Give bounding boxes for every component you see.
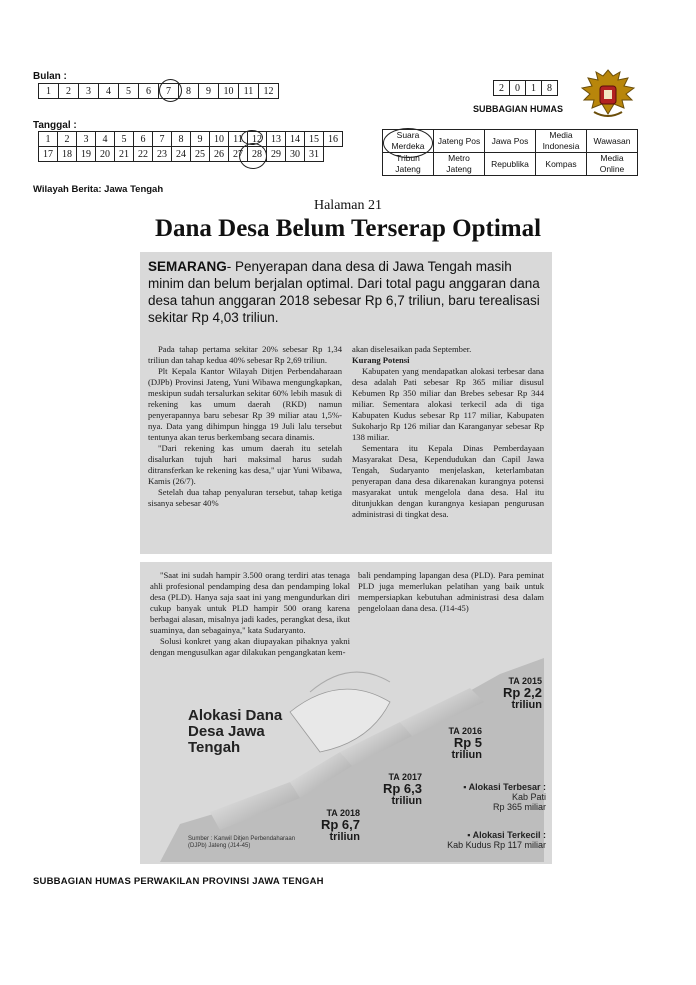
tanggal-cell-7: 8 bbox=[172, 132, 191, 147]
terbesar-value1: Kab Pati bbox=[511, 792, 546, 802]
bulan-cell-7: 8 bbox=[179, 84, 199, 99]
footer: SUBBAGIAN HUMAS PERWAKILAN PROVINSI JAWA TENGAH bbox=[33, 876, 324, 887]
tanggal-cell-5: 6 bbox=[134, 132, 153, 147]
col1-p2: Plt Kepala Kantor Wilayah Ditjen Perbendaharaan (DJPb) Provinsi Jateng, Yuni Wibawa mengungkapkan, meskipun sudah tersalurkan sekitar 60% lebih masuk di rekening kas umum daerah (RKD) namun penyerapannya baru sebesar Rp 39 miliar atau 1,5%-nya. Data yang dihimpun hingga 19 Juli lalu tersebut tentunya akan terus berkembang secara dinamis. bbox=[148, 366, 342, 442]
bulan-cell-8: 9 bbox=[199, 84, 219, 99]
ta-2016-unit: triliun bbox=[451, 749, 482, 761]
lede-paragraph bbox=[148, 258, 544, 326]
ta-2015 bbox=[492, 676, 542, 711]
headline: Dana Desa Belum Terserap Optimal bbox=[154, 215, 542, 242]
ta-2017-value: Rp 6,3 bbox=[382, 781, 422, 796]
tanggal-cell-2: 3 bbox=[77, 132, 96, 147]
media-cell-r2-1: Metro Jateng bbox=[434, 153, 485, 176]
article-column-1 bbox=[148, 344, 342, 509]
bulan-cell-11: 12 bbox=[259, 84, 279, 99]
year-cell-2: 1 bbox=[526, 81, 542, 96]
bulan-cell-0: 1 bbox=[39, 84, 59, 99]
col1-p1: Pada tahap pertama sekitar 20% sebesar Rp 1,34 triliun dan tahap kedua 40% sebesar Rp 2,69 triliun. bbox=[148, 344, 342, 365]
graphic-title bbox=[188, 708, 282, 756]
col2-heading: Kurang Potensi bbox=[352, 355, 410, 365]
col2-p1: Kabupaten yang mendapatkan alokasi terbesar dana desa adalah Pati sebesar Rp 365 miliar disusul Kebumen Rp 350 miliar dan Brebes sebesar Rp 344 miliar. Sementara alokasi terkecil ada di tiga Kabupaten Kudus sebesar Rp 117 miliar, Kabupaten Sukoharjo Rp 126 miliar dan Karanganyar sebesar Rp 138 miliar. bbox=[352, 366, 544, 442]
ta-2017-unit: triliun bbox=[391, 795, 422, 807]
graphic-title-line3: Tengah bbox=[188, 739, 241, 756]
col2-first: akan diselesaikan pada September. bbox=[352, 344, 472, 354]
tanggal-cell-1: 2 bbox=[58, 132, 77, 147]
tanggal-cell-10: 11 bbox=[229, 132, 248, 147]
graphic-source: Sumber : Kanwil Ditjen Perbendaharaan (DJPb) Jateng (J14-45) bbox=[188, 836, 296, 849]
media-cell-0: Suara Merdeka bbox=[383, 130, 434, 153]
ta-2016-value: Rp 5 bbox=[453, 735, 482, 750]
ta-2018-unit: triliun bbox=[329, 831, 360, 843]
page-number: Halaman 21 bbox=[313, 198, 383, 213]
media-cell-4: Wawasan bbox=[587, 130, 638, 153]
tanggal-cell-r2-10: 27 bbox=[229, 147, 248, 162]
media-cell-r2-0: Tribun Jateng bbox=[383, 153, 434, 176]
tanggal-cell-r2-11: 28 bbox=[248, 147, 267, 162]
tanggal-grid bbox=[38, 131, 343, 162]
col1-p3: "Dari rekening kas umum daerah itu setelah disalurkan tujuh hari maksimal harus sudah ditransferkan ke rekening kas desa," ujar Yuni Wibawa, Kamis (26/7). bbox=[148, 443, 342, 486]
col3-p1: "Saat ini sudah hampir 3.500 orang terdiri atas tenaga ahli profesional pendamping desa dan pendamping lokal desa (PLD). Hanya saja saat ini yang mengundurkan diri cukup banyak untuk PLD hampir 500 orang karena berbagai alasan, misalnya jadi kades, perangkat desa, ikut suaminya, dan sebagainya," kata Sudaryanto. bbox=[150, 570, 350, 635]
tanggal-cell-6: 7 bbox=[153, 132, 172, 147]
article-column-2 bbox=[352, 344, 544, 520]
tanggal-cell-r2-3: 20 bbox=[96, 147, 115, 162]
year-cell-1: 0 bbox=[510, 81, 526, 96]
tanggal-cell-r2-8: 25 bbox=[191, 147, 210, 162]
media-circle-mark bbox=[383, 128, 433, 158]
ta-2015-year: TA 2015 bbox=[508, 676, 542, 686]
ta-2018 bbox=[310, 808, 360, 843]
clipping-top bbox=[140, 252, 552, 554]
terkecil-label: ▪ Alokasi Terkecil : bbox=[467, 830, 546, 840]
bulan-cell-10: 11 bbox=[239, 84, 259, 99]
ta-2018-value: Rp 6,7 bbox=[320, 817, 360, 832]
media-cell-3: Media Indonesia bbox=[536, 130, 587, 153]
media-cell-r2-4: Media Online bbox=[587, 153, 638, 176]
tanggal-cell-r2-5: 22 bbox=[134, 147, 153, 162]
tanggal-cell-r2-6: 23 bbox=[153, 147, 172, 162]
bulan-cell-6: 7 bbox=[159, 84, 179, 99]
tanggal-cell-4: 5 bbox=[115, 132, 134, 147]
bulan-cell-2: 3 bbox=[79, 84, 99, 99]
article-column-4 bbox=[358, 570, 544, 614]
tanggal-cell-r2-1: 18 bbox=[58, 147, 77, 162]
col1-p4: Setelah dua tahap penyaluran tersebut, tahap ketiga sisanya sebesar 40% bbox=[148, 487, 342, 508]
ta-2018-year: TA 2018 bbox=[326, 808, 360, 818]
ta-2017-year: TA 2017 bbox=[388, 772, 422, 782]
tanggal-cell-r2-7: 24 bbox=[172, 147, 191, 162]
tanggal-cell-15: 16 bbox=[324, 132, 343, 147]
month-circle-mark bbox=[159, 79, 182, 102]
wilayah-label: Wilayah Berita: Jawa Tengah bbox=[33, 184, 164, 195]
bulan-cell-4: 5 bbox=[119, 84, 139, 99]
media-cell-r2-2: Republika bbox=[485, 153, 536, 176]
col2-p2: Sementara itu Kepala Dinas Pemberdayaan Masyarakat Desa, Kependudukan dan Capil Jawa Tengah, Sudaryanto menjelaskan, keterlambatan penyerapan dana desa dikarenakan kurangnya potensi masyarakat untuk mengelola dana desa. Hal itu ditunjukkan dengan kurangnya kesiapan pengurusan administrasi di tingkat desa. bbox=[352, 443, 544, 519]
media-cell-r2-3: Kompas bbox=[536, 153, 587, 176]
col3-p2: Solusi konkret yang akan diupayakan pihaknya yakni dengan mengusulkan agar dilakukan pengangkatan kem- bbox=[150, 636, 350, 657]
garuda-emblem-icon bbox=[580, 66, 636, 122]
tanggal-cell-r2-2: 19 bbox=[77, 147, 96, 162]
year-cell-0: 2 bbox=[494, 81, 510, 96]
alokasi-terkecil bbox=[402, 830, 546, 850]
tanggal-cell-r2-14: 31 bbox=[305, 147, 324, 162]
subbagian-label: SUBBAGIAN HUMAS bbox=[473, 104, 563, 114]
graphic-title-line1: Alokasi Dana bbox=[188, 707, 283, 724]
graphic-title-line2: Desa Jawa bbox=[188, 723, 265, 740]
year-cell-3: 8 bbox=[542, 81, 558, 96]
article-column-3 bbox=[150, 570, 350, 658]
clipping-bottom bbox=[140, 562, 552, 864]
tanggal-cell-12: 13 bbox=[267, 132, 286, 147]
tanggal-label: Tanggal : bbox=[33, 120, 77, 131]
bulan-cell-9: 10 bbox=[219, 84, 239, 99]
year-grid bbox=[493, 80, 558, 96]
ta-2015-unit: triliun bbox=[511, 699, 542, 711]
bulan-cell-5: 6 bbox=[139, 84, 159, 99]
tanggal-cell-9: 10 bbox=[210, 132, 229, 147]
lede-text: - Penyerapan dana desa di Jawa Tengah masih minim dan belum berjalan optimal. Dari total pagu anggaran dana desa tahun anggaran 2018 sebesar Rp 6,7 triliun, baru terealisasi sekitar Rp 4,03 triliun. bbox=[148, 259, 540, 325]
ta-2015-value: Rp 2,2 bbox=[502, 685, 542, 700]
ta-2016-year: TA 2016 bbox=[448, 726, 482, 736]
col4-p1: bali pendamping lapangan desa (PLD). Para peminat PLD juga memerlukan pelatihan yang baik untuk mempersiapkan kebutuhan administrasi desa dalam pengelolaan dana desa. (J14-45) bbox=[358, 570, 544, 613]
terbesar-value2: Rp 365 miliar bbox=[492, 802, 546, 812]
tanggal-cell-r2-0: 17 bbox=[39, 147, 58, 162]
tanggal-cell-3: 4 bbox=[96, 132, 115, 147]
tanggal-cell-14: 15 bbox=[305, 132, 324, 147]
terbesar-label: ▪ Alokasi Terbesar : bbox=[463, 782, 546, 792]
date-circle-mark-27 bbox=[239, 143, 267, 169]
tanggal-cell-13: 14 bbox=[286, 132, 305, 147]
bulan-cell-3: 4 bbox=[99, 84, 119, 99]
ta-2017 bbox=[372, 772, 422, 807]
bulan-cell-1: 2 bbox=[59, 84, 79, 99]
tanggal-cell-0: 1 bbox=[39, 132, 58, 147]
tanggal-cell-8: 9 bbox=[191, 132, 210, 147]
media-cell-1: Jateng Pos bbox=[434, 130, 485, 153]
ta-2016 bbox=[436, 726, 482, 761]
media-cell-2: Jawa Pos bbox=[485, 130, 536, 153]
lede-place: SEMARANG bbox=[148, 259, 227, 274]
bulan-label: Bulan : bbox=[33, 71, 67, 82]
tanggal-cell-r2-12: 29 bbox=[267, 147, 286, 162]
tanggal-cell-r2-13: 30 bbox=[286, 147, 305, 162]
tanggal-cell-11: 12 bbox=[248, 132, 267, 147]
tanggal-cell-r2-9: 26 bbox=[210, 147, 229, 162]
alokasi-terbesar bbox=[440, 782, 546, 812]
terkecil-value: Kab Kudus Rp 117 miliar bbox=[447, 840, 546, 850]
tanggal-cell-r2-4: 21 bbox=[115, 147, 134, 162]
